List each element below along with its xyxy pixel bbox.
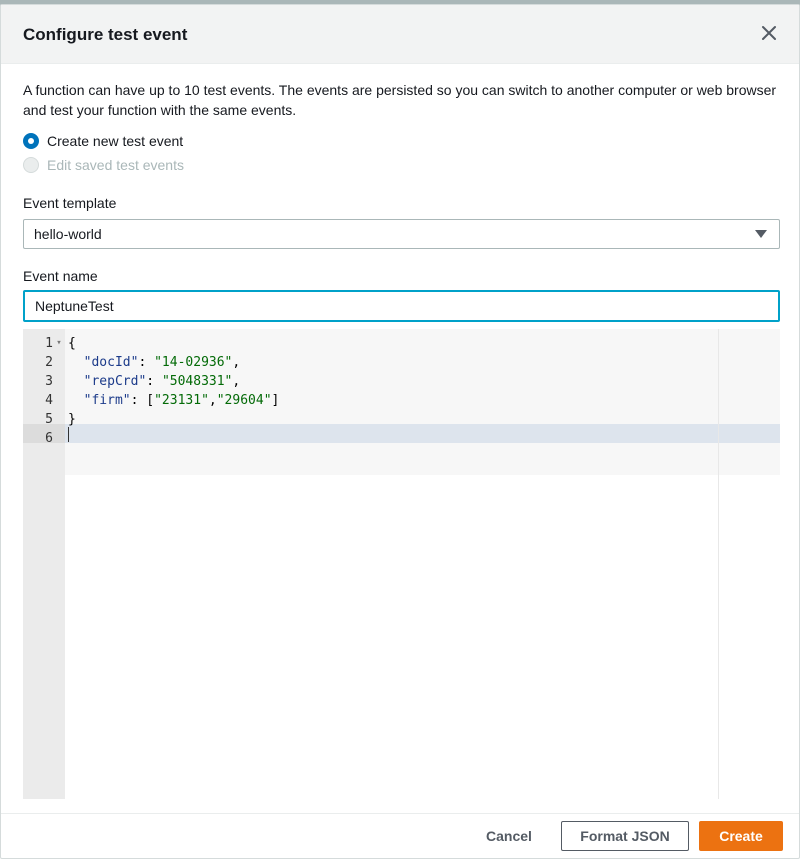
event-name-input[interactable]: [23, 290, 780, 322]
json-string: "29604": [216, 393, 272, 408]
json-punct: ,: [208, 393, 217, 408]
json-key: "firm": [83, 393, 131, 408]
code-line: [23, 334, 279, 353]
event-template-value: hello-world: [34, 226, 102, 242]
line-number: 2: [45, 355, 53, 370]
dialog-description: A function can have up to 10 test events. The events are persisted so you can switch to another computer or web browser and test your function with the same events.: [23, 82, 777, 118]
json-separator: :: [138, 355, 155, 370]
line-number: 3: [45, 374, 53, 389]
text-cursor: [68, 427, 69, 442]
event-template-select[interactable]: [23, 219, 780, 249]
json-string: "14-02936": [154, 355, 233, 370]
json-punct: ,: [232, 355, 241, 370]
json-punct: ]: [271, 393, 280, 408]
line-text: {: [68, 336, 76, 351]
radio-edit-saved-label: Edit saved test events: [47, 157, 184, 173]
line-number: 5: [45, 412, 53, 427]
close-icon: [759, 23, 779, 43]
radio-selected-icon[interactable]: [23, 133, 39, 149]
format-json-button[interactable]: Format JSON: [561, 821, 689, 851]
event-template-label: Event template: [23, 195, 117, 211]
code-line: [23, 372, 279, 391]
json-key: "repCrd": [83, 374, 147, 389]
fold-arrow-icon[interactable]: ▾: [56, 338, 62, 348]
dialog-title: Configure test event: [23, 25, 188, 44]
code-line: [23, 429, 279, 448]
print-margin: [718, 329, 719, 799]
line-number: 6: [45, 431, 53, 446]
dialog-header: [1, 5, 799, 64]
line-number: 1: [45, 336, 53, 351]
footer-divider: [1, 813, 799, 814]
event-name-label: Event name: [23, 268, 98, 284]
line-text: }: [68, 412, 76, 427]
caret-down-icon: [755, 230, 767, 238]
radio-create-new[interactable]: [23, 131, 183, 151]
json-separator: : [: [130, 393, 155, 408]
radio-unselected-icon: [23, 157, 39, 173]
cancel-button[interactable]: Cancel: [475, 821, 543, 851]
close-button[interactable]: [759, 23, 779, 43]
create-button[interactable]: Create: [699, 821, 783, 851]
json-string: "23131": [154, 393, 209, 408]
json-separator: :: [146, 374, 162, 389]
code-line: [23, 391, 279, 410]
radio-create-new-label: Create new test event: [47, 133, 184, 149]
configure-test-event-dialog: [0, 4, 800, 859]
json-string: "5048331": [161, 374, 233, 389]
code-line: [23, 353, 279, 372]
radio-edit-saved: [23, 155, 184, 175]
json-key: "docId": [83, 355, 139, 370]
json-code-editor[interactable]: [23, 329, 780, 799]
line-number: 4: [45, 393, 53, 408]
code-lines: [23, 334, 279, 448]
json-punct: ,: [232, 374, 241, 389]
code-line: [23, 410, 279, 429]
